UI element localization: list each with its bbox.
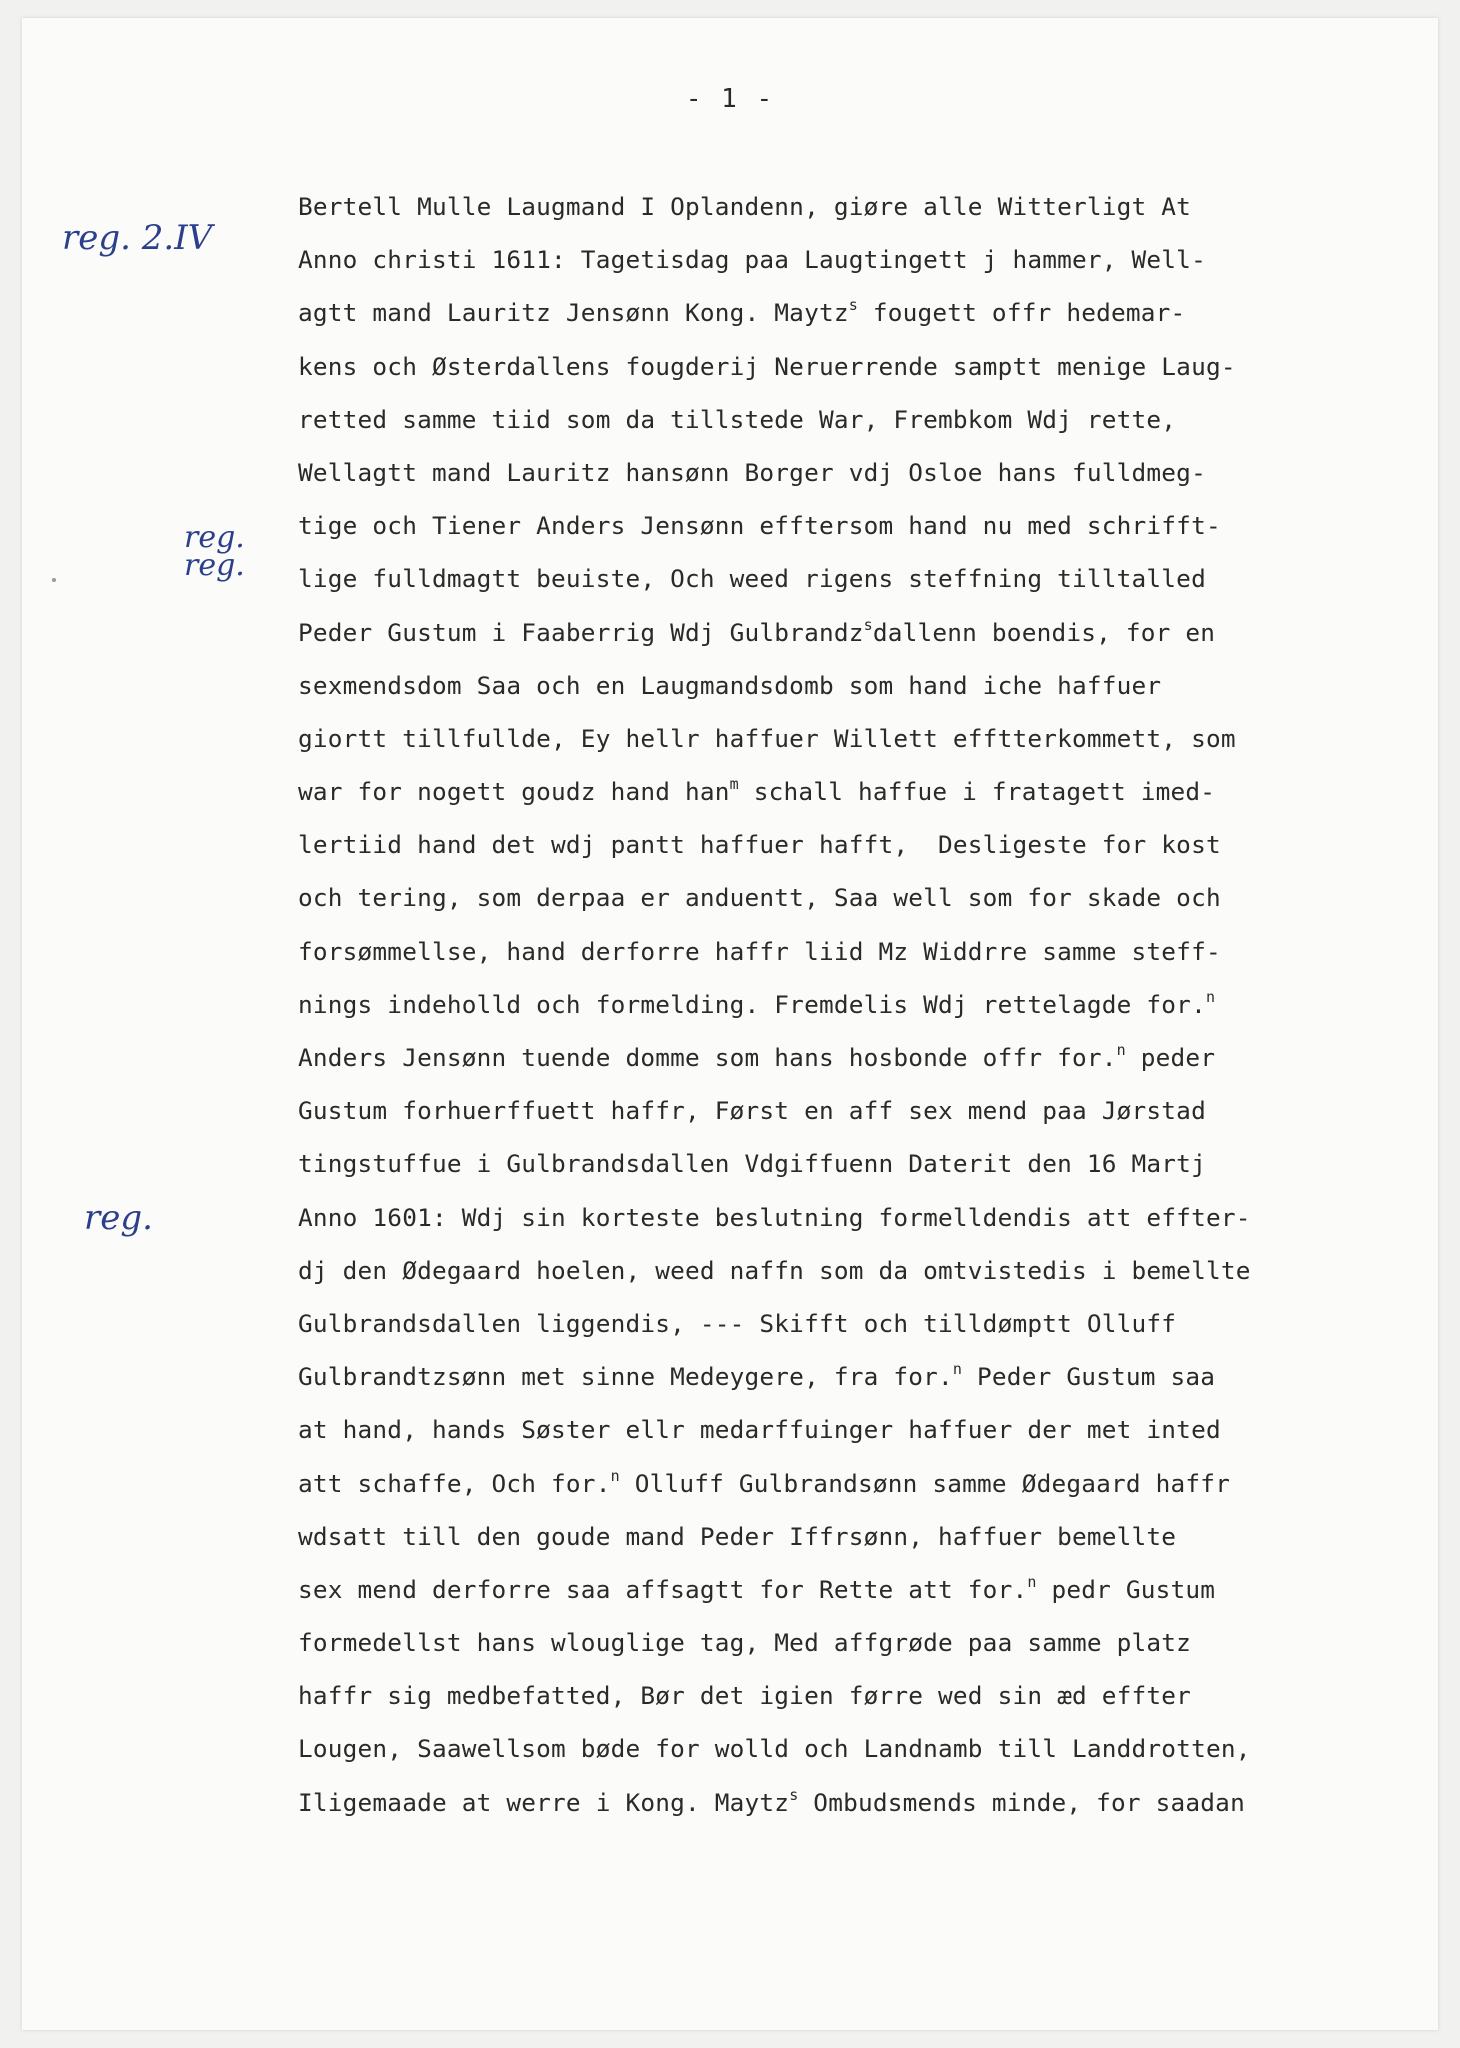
line-text: sexmendsdom Saa och en Laugmandsdomb som hand iche haffuer [298,670,1162,700]
superscript: n [952,1360,963,1379]
line-text: Gulbrandtzsønn met sinne Medeygere, fra for. [298,1362,953,1392]
text-line [298,499,1408,552]
line-text: Iligemaade at werre i Kong. Maytz [298,1787,790,1817]
line-text: Gulbrandsdallen liggendis, --- Skifft och tilldømptt Olluff [298,1308,1177,1338]
text-line [298,606,1408,659]
text-line [298,925,1408,978]
line-text: att schaffe, Och for. [298,1468,611,1498]
line-text: at hand, hands Søster ellr medarffuinger haffuer der met inted [298,1415,1221,1445]
line-text: sex mend derforre saa affsagtt for Rette att for. [298,1574,1028,1604]
text-line [298,765,1408,818]
line-text: forsømmellse, hand derforre haffr liid Mz Widdrre samme steff- [298,936,1221,966]
text-line [298,340,1408,393]
superscript: n [610,1466,620,1485]
line-text: dj den Ødegaard hoelen, weed naffn som da omtvistedis i bemellte [298,1255,1251,1285]
text-line [298,1297,1408,1350]
line-text: Bertell Mulle Laugmand I Oplandenn, giøre alle Witterligt At [298,192,1192,221]
line-text: Anno christi 1611: Tagetisdag paa Laugtingett j hammer, Well- [298,245,1206,275]
text-line [298,1403,1408,1456]
line-text: lertiid hand det wdj pantt haffuer hafft, Desligeste for kost [298,830,1221,860]
line-text: war for nogett goudz hand han [298,777,730,807]
text-line [298,659,1408,712]
text-line [298,552,1408,605]
superscript: s [863,615,873,634]
margin-note: reg. [84,1198,153,1238]
line-text: och tering, som derpaa er anduentt, Saa well som for skade och [298,883,1221,913]
text-line [298,1457,1408,1510]
text-line [298,1722,1408,1775]
superscript: n [1027,1572,1037,1591]
line-text: tingstuffue i Gulbrandsdallen Vdgiffuenn Daterit den 16 Martj [298,1149,1206,1179]
line-text: haffr sig medbefatted, Bør det igien førre wed sin æd effter [298,1681,1192,1711]
line-text: Ombudsmends minde, for saadan [798,1787,1245,1817]
line-text: Anders Jensønn tuende domme som hans hosbonde offr for. [298,1043,1117,1072]
text-line [298,180,1408,233]
text-line [298,1510,1408,1563]
line-text: formedellst hans wlouglige tag, Med affgrøde paa samme platz [298,1628,1192,1658]
typed-text-body [298,180,1408,1829]
scan-speck [52,578,56,582]
line-text: retted samme tiid som da tillstede War, Frembkom Wdj rette, [298,404,1177,434]
text-line [298,818,1408,871]
text-line [298,446,1408,499]
line-text: Lougen, Saawellsom bøde for wolld och Landnamb till Landdrotten, [298,1734,1251,1764]
text-line [298,1084,1408,1137]
line-text: schall haffue i fratagett imed- [738,777,1216,807]
page-number: - 1 - [685,84,775,114]
text-line [298,286,1408,339]
line-text: tige och Tiener Anders Jensønn efftersom hand nu med schrifft- [298,511,1221,541]
text-line [298,712,1408,765]
line-text: lige fulldmagtt beuiste, Och weed rigens steffning tilltalled [298,564,1206,594]
superscript: n [1116,1041,1126,1059]
text-line [298,1776,1408,1829]
text-line [298,393,1408,446]
line-text: nings indeholld och formelding. Fremdelis Wdj rettelagde for. [298,989,1206,1019]
line-text: kens och Østerdallens fougderij Neruerrende samptt menige Laug- [298,351,1236,381]
text-line [298,1350,1408,1403]
line-text: peder [1125,1043,1216,1072]
text-line [298,978,1408,1031]
text-line [298,1669,1408,1722]
superscript: m [729,775,739,794]
text-line [298,1137,1408,1190]
margin-note: reg. [184,548,245,583]
line-text: giortt tillfullde, Ey hellr haffuer Willett efftterkommett, som [298,723,1236,753]
text-line [298,1563,1408,1616]
superscript: n [1205,987,1216,1006]
text-line [298,1244,1408,1297]
superscript: s [789,1785,799,1804]
superscript: s [848,296,858,315]
line-text: dallenn boendis, for en [872,617,1216,647]
text-line [298,1031,1408,1084]
line-text: pedr Gustum [1036,1574,1216,1604]
line-text: wdsatt till den goude mand Peder Iffrsønn, haffuer bemellte [298,1521,1177,1551]
text-line [298,233,1408,286]
line-text: Wellagtt mand Lauritz hansønn Borger vdj Osloe hans fulldmeg- [298,457,1206,487]
line-text: Olluff Gulbrandsønn samme Ødegaard haffr [619,1468,1231,1498]
margin-note: reg. [184,520,245,555]
line-text: Gustum forhuerffuett haffr, Først en aff sex mend paa Jørstad [298,1096,1206,1126]
margin-note: reg. 2.IV [62,218,213,258]
line-text: agtt mand Lauritz Jensønn Kong. Maytz [298,298,849,328]
line-text: Anno 1601: Wdj sin korteste beslutning formelldendis att effter- [298,1202,1251,1232]
text-line [298,1191,1408,1244]
line-text: Peder Gustum saa [962,1362,1216,1392]
text-line [298,871,1408,924]
text-line [298,1616,1408,1669]
line-text: fougett offr hedemar- [857,298,1186,328]
line-text: Peder Gustum i Faaberrig Wdj Gulbrandz [298,617,864,647]
